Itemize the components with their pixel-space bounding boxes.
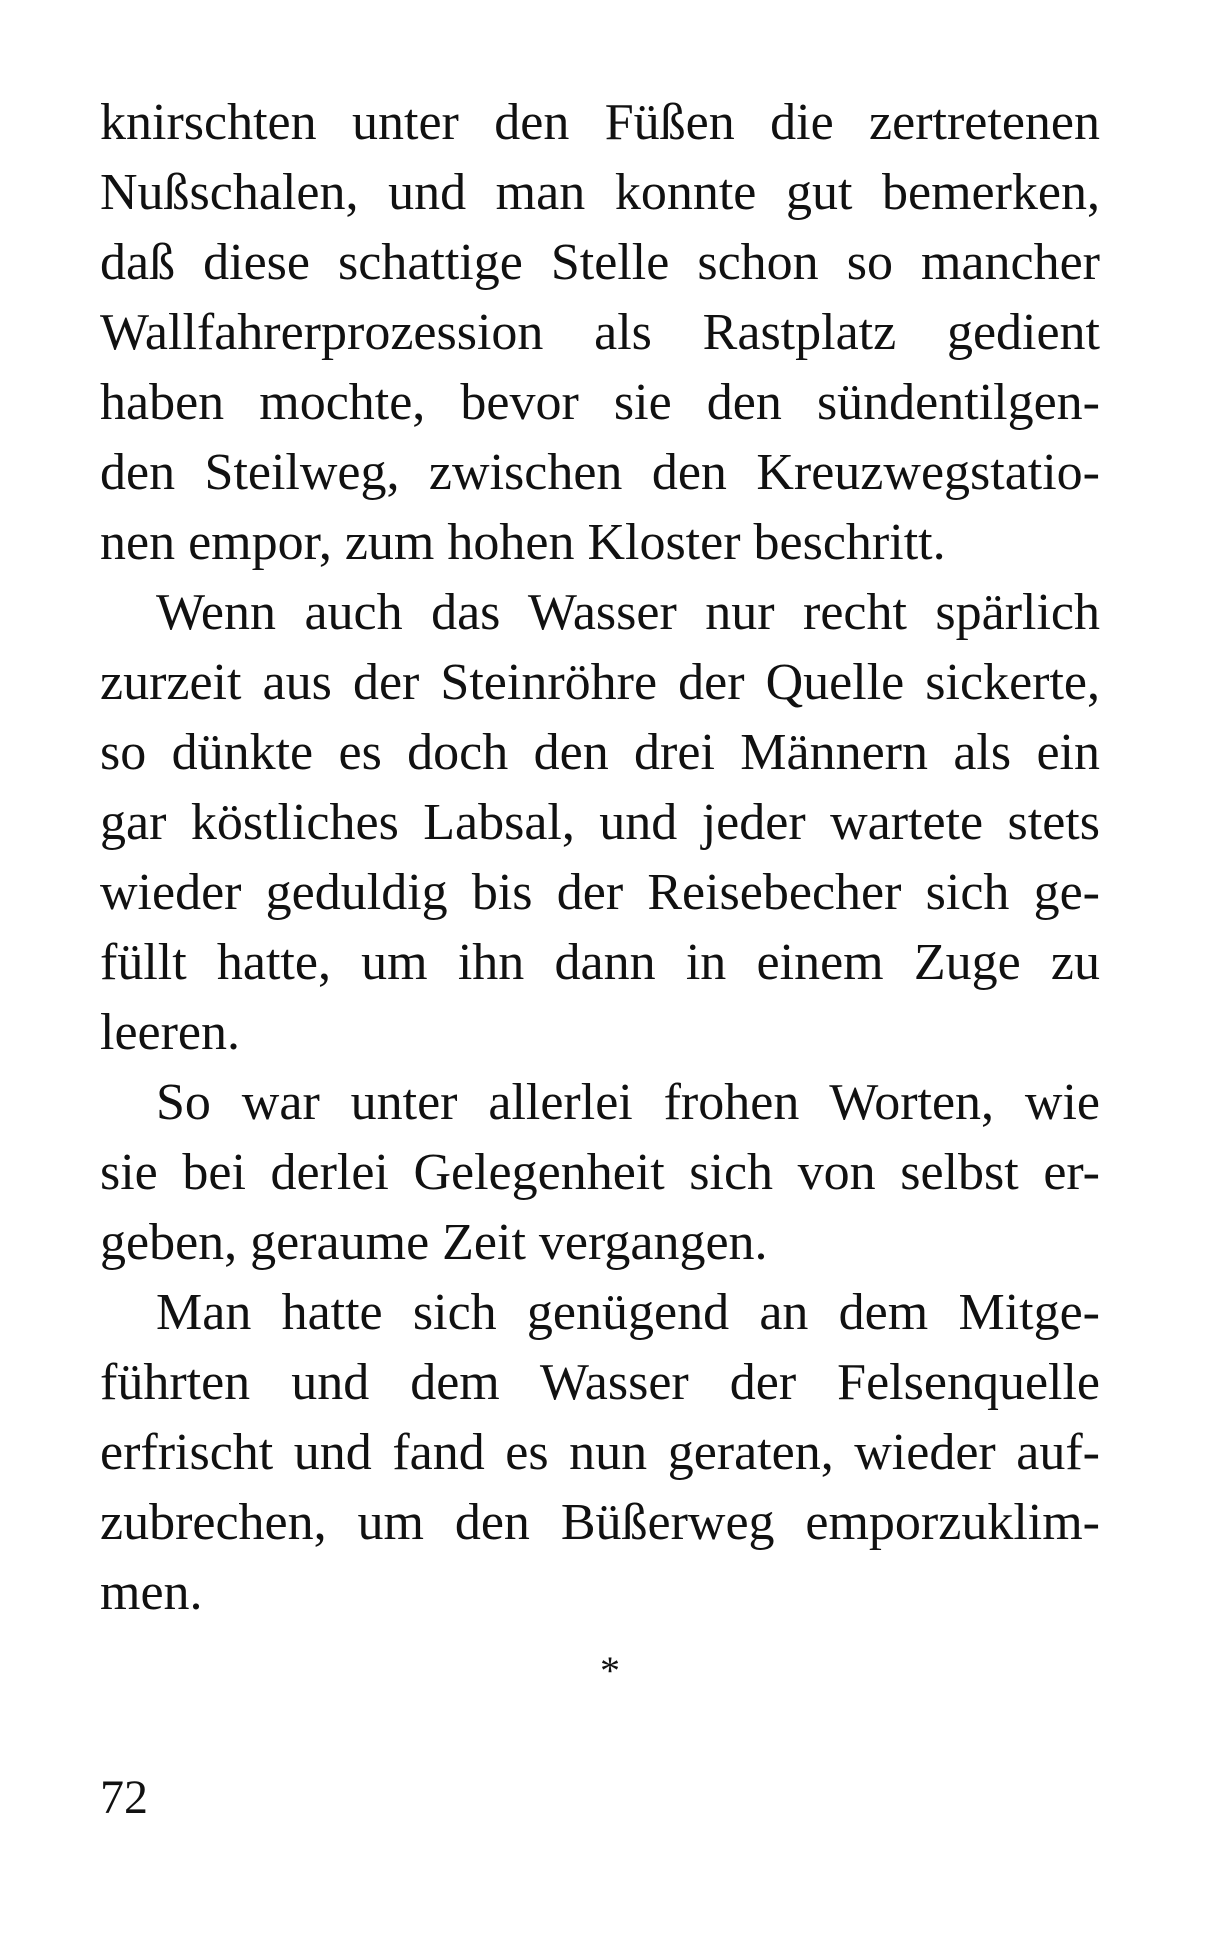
text-line: Wenn auch das Wasser nur recht spärlich [156,584,1100,641]
paragraph [100,1278,1100,1628]
text-line: zurzeit aus der Steinröhre der Quelle sickerte, [100,654,1100,711]
text-line: men. [100,1564,203,1621]
text-line: So war unter allerlei frohen Worten, wie [156,1074,1100,1131]
text-line: nen empor, zum hohen Kloster beschritt. [100,514,946,571]
text-line: leeren. [100,1004,241,1061]
page-number: 72 [100,1771,148,1824]
section-ornament: * [600,1648,620,1693]
body-text [100,88,1100,1628]
text-line: erfrischt und fand es nun geraten, wieder auf- [100,1424,1100,1481]
text-line: knirschten unter den Füßen die zertretenen [100,94,1100,151]
text-line: zubrechen, um den Büßerweg emporzuklim- [100,1494,1100,1551]
text-line: Wallfahrerprozession als Rastplatz gedient [100,304,1100,361]
text-line: Nußschalen, und man konnte gut bemerken, [100,164,1100,221]
text-line: daß diese schattige Stelle schon so mancher [100,234,1100,291]
text-line: den Steilweg, zwischen den Kreuzwegstatio- [100,444,1100,501]
paragraph [100,578,1100,1068]
text-line: füllt hatte, um ihn dann in einem Zuge zu [100,934,1100,991]
text-line: sie bei derlei Gelegenheit sich von selbst er- [100,1144,1100,1201]
text-line: gar köstliches Labsal, und jeder wartete stets [100,794,1100,851]
text-line: führten und dem Wasser der Felsenquelle [100,1354,1100,1411]
text-line: haben mochte, bevor sie den sündentilgen- [100,374,1100,431]
paragraph [100,1068,1100,1278]
text-line: so dünkte es doch den drei Männern als ein [100,724,1100,781]
text-line: geben, geraume Zeit vergangen. [100,1214,768,1271]
text-line: Man hatte sich genügend an dem Mitge- [156,1284,1100,1341]
paragraph [100,88,1100,578]
text-line: wieder geduldig bis der Reisebecher sich ge- [100,864,1100,921]
